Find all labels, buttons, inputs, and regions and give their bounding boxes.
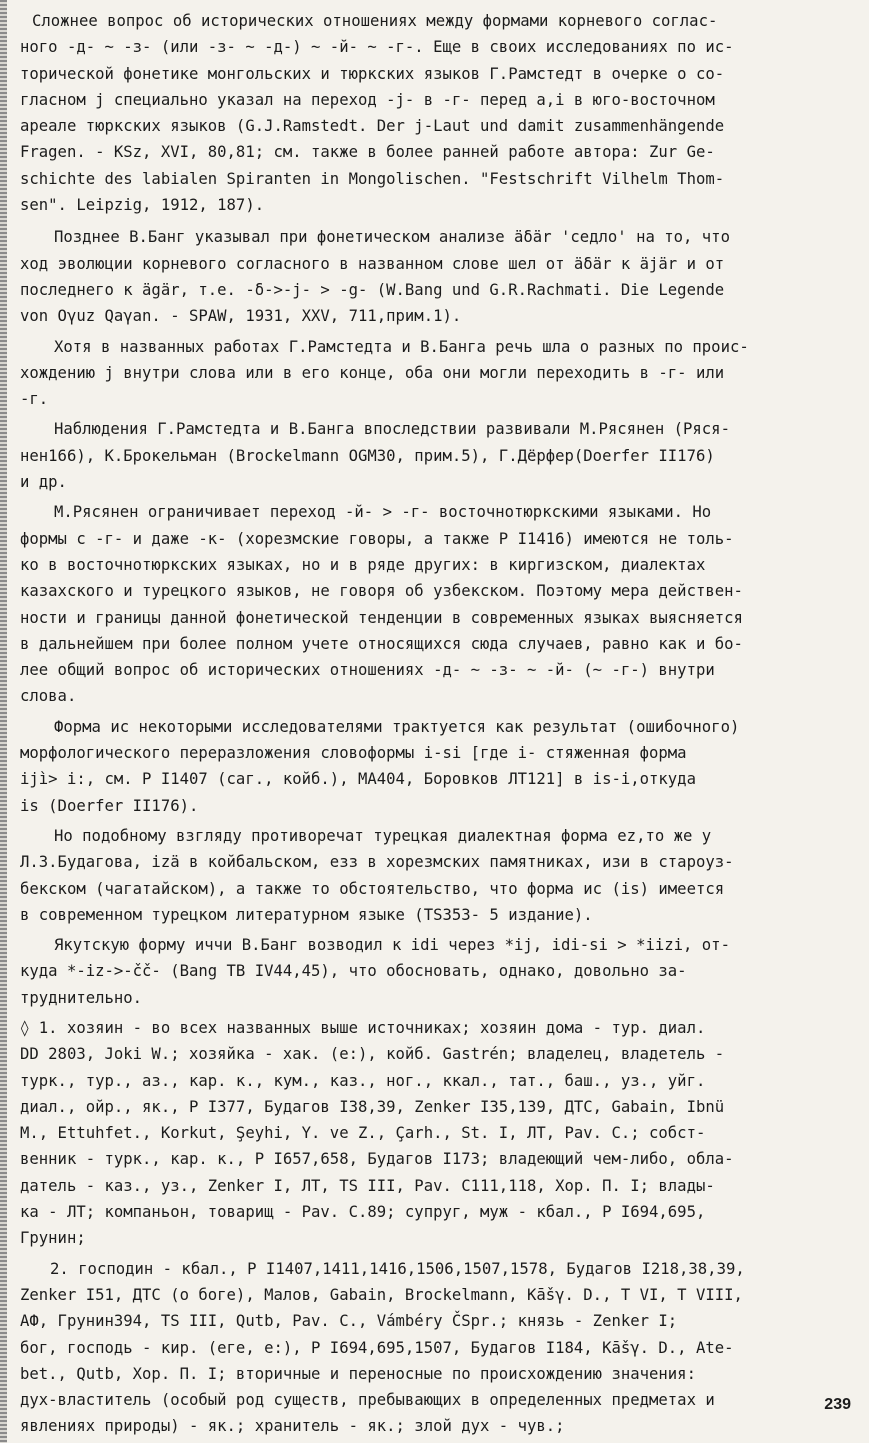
paragraph-8: Якутскую форму иччи В.Банг возводил к idi через *ij, idi-si > *iizi, от- куда *-iz->-čč- (Bang TB IV44,45), что обосновать, однако, довольно за- труднительно.: [20, 936, 730, 1007]
paragraph-4: Наблюдения Г.Рамстедта и В.Банга впоследствии развивали М.Рясянен (Ряся- нен166), К.Брокельман (Brockelmann OGM30, прим.5), Г.Дёрфер(Doerfer II176) и др.: [20, 420, 730, 492]
meaning-1: ◊ 1. хозяин - во всех названных выше источниках; хозяин дома - тур. диал. DD 2803, Joki W.; хозяйка - хак. (е:), койб. Gastrén; владелец, владетель - турк., тур., аз., кар. к., кум., каз., ног., ккал., тат., баш., уз., уйг. диал., ойр., як., Р I377, Будагов I38,39, Zenker I35,139, ДТС, Gabain, Ibnü M., Ettuhfet., Korkut, Şeyhi, Y. ve Z., Çarh., St. I, ЛТ, Pav. C.; собст- венник - турк., кар. к., Р I657,658, Будагов I173; владеющий чем-либо, обла- датель - каз., уз., Zenker I, ЛТ, TS III, Pav. C111,118, Хор. П. I; влады- ка - ЛТ; компаньон, товарищ - Pav. C.89; супруг, муж - кбал., Р I694,695, Грунин;: [20, 1018, 734, 1248]
paragraph-1: Сложнее вопрос об исторических отношениях между формами корневого соглас- ного -д- ~ -з- (или -з- ~ -д-) ~ -й- ~ -г-. Еще в своих исследованиях по ис- торической фонетике монгольских и тюркских языков Г.Рамстедт в очерке о со- гласном j специально указал на переход -j- в -г- перед а,i в юго-восточном ареале тюркских языков (G.J.Ramstedt. Der j-Laut und damit zusammenhängende Fragen. - KSz, XVI, 80,81; см. также в более ранней работе автора: Zur Ge- schichte des labialen Spiranten in Mongolischen. "Festschrift Vilhelm Thom- sen". Leipzig, 1912, 187).: [20, 12, 734, 215]
paragraph-6: Форма ис некоторыми исследователями трактуется как результат (ошибочного) морфологического переразложения словоформы i-si [где i- стяженная форма ijì> i:, см. Р I1407 (саг., койб.), МА404, Боровков ЛТ121] в is-i,откуда is (Doerfer II176).: [20, 717, 740, 815]
scan-left-edge: [0, 0, 7, 1443]
paragraph-3: Хотя в названных работах Г.Рамстедта и В.Банга речь шла о разных по проис- хождению j внутри слова или в его конце, оба они могли переходить в -г- или -г.: [20, 337, 749, 409]
paragraph-5: М.Рясянен ограничивает переход -й- > -г- восточнотюркскими языками. Но формы с -г- и даже -к- (хорезмские говоры, а также Р I1416) имеются не толь- ко в восточнотюркских языках, но и в ряде других: в киргизском, диалектах казахского и турецкого языков, не говоря об узбекском. Поэтому мера действен- ности и границы данной фонетической тенденции в современных языках выясняется в дальнейшем при более полном учете относящихся сюда случаев, равно как и бо- лее общий вопрос об исторических отношениях -д- ~ -з- ~ -й- (~ -г-) внутри слова.: [20, 503, 743, 706]
paragraph-7: Но подобному взгляду противоречат турецкая диалектная форма ez,то же у Л.З.Будагова, izä в койбальском, езз в хорезмских памятниках, изи в староуз- бекском (чагатайском), а также то обстоятельство, что форма ис (is) имеется в современном турецком литературном языке (TS353- 5 издание).: [20, 826, 734, 924]
paragraph-2: Позднее В.Банг указывал при фонетическом анализе äδär 'седло' на то, что ход эволюции корневого согласного в названном слове шел от äδär к äjär и от последнего к ägär, т.е. -δ->-j- > -g- (W.Bang und G.R.Rachmati. Die Legende von Oγuz Qaγan. - SPAW, 1931, XXV, 711,прим.1).: [20, 228, 730, 326]
page-number: 239: [824, 1396, 851, 1413]
document-page: [20, 8, 850, 1440]
meaning-2: 2. господин - кбал., Р I1407,1411,1416,1506,1507,1578, Будагов I218,38,39, Zenker I51, ДТС (о боге), Малов, Gabain, Brockelmann, Kāšγ. D., Т VI, Т VIII, АФ, Грунин394, TS III, Qutb, Pav. C., Vámbéry ČSpr.; князь - Zenker I; бог, господь - кир. (еге, е:), Р I694,695,1507, Будагов I184, Kāšγ. D., Ate- bet., Qutb, Хор. П. I; вторичные и переносные по происхождению значения: дух-властитель (особый род существ, пребывающих в определенных предметах и явлениях природы) - як.; хранитель - як.; злой дух - чув.;: [20, 1259, 745, 1436]
